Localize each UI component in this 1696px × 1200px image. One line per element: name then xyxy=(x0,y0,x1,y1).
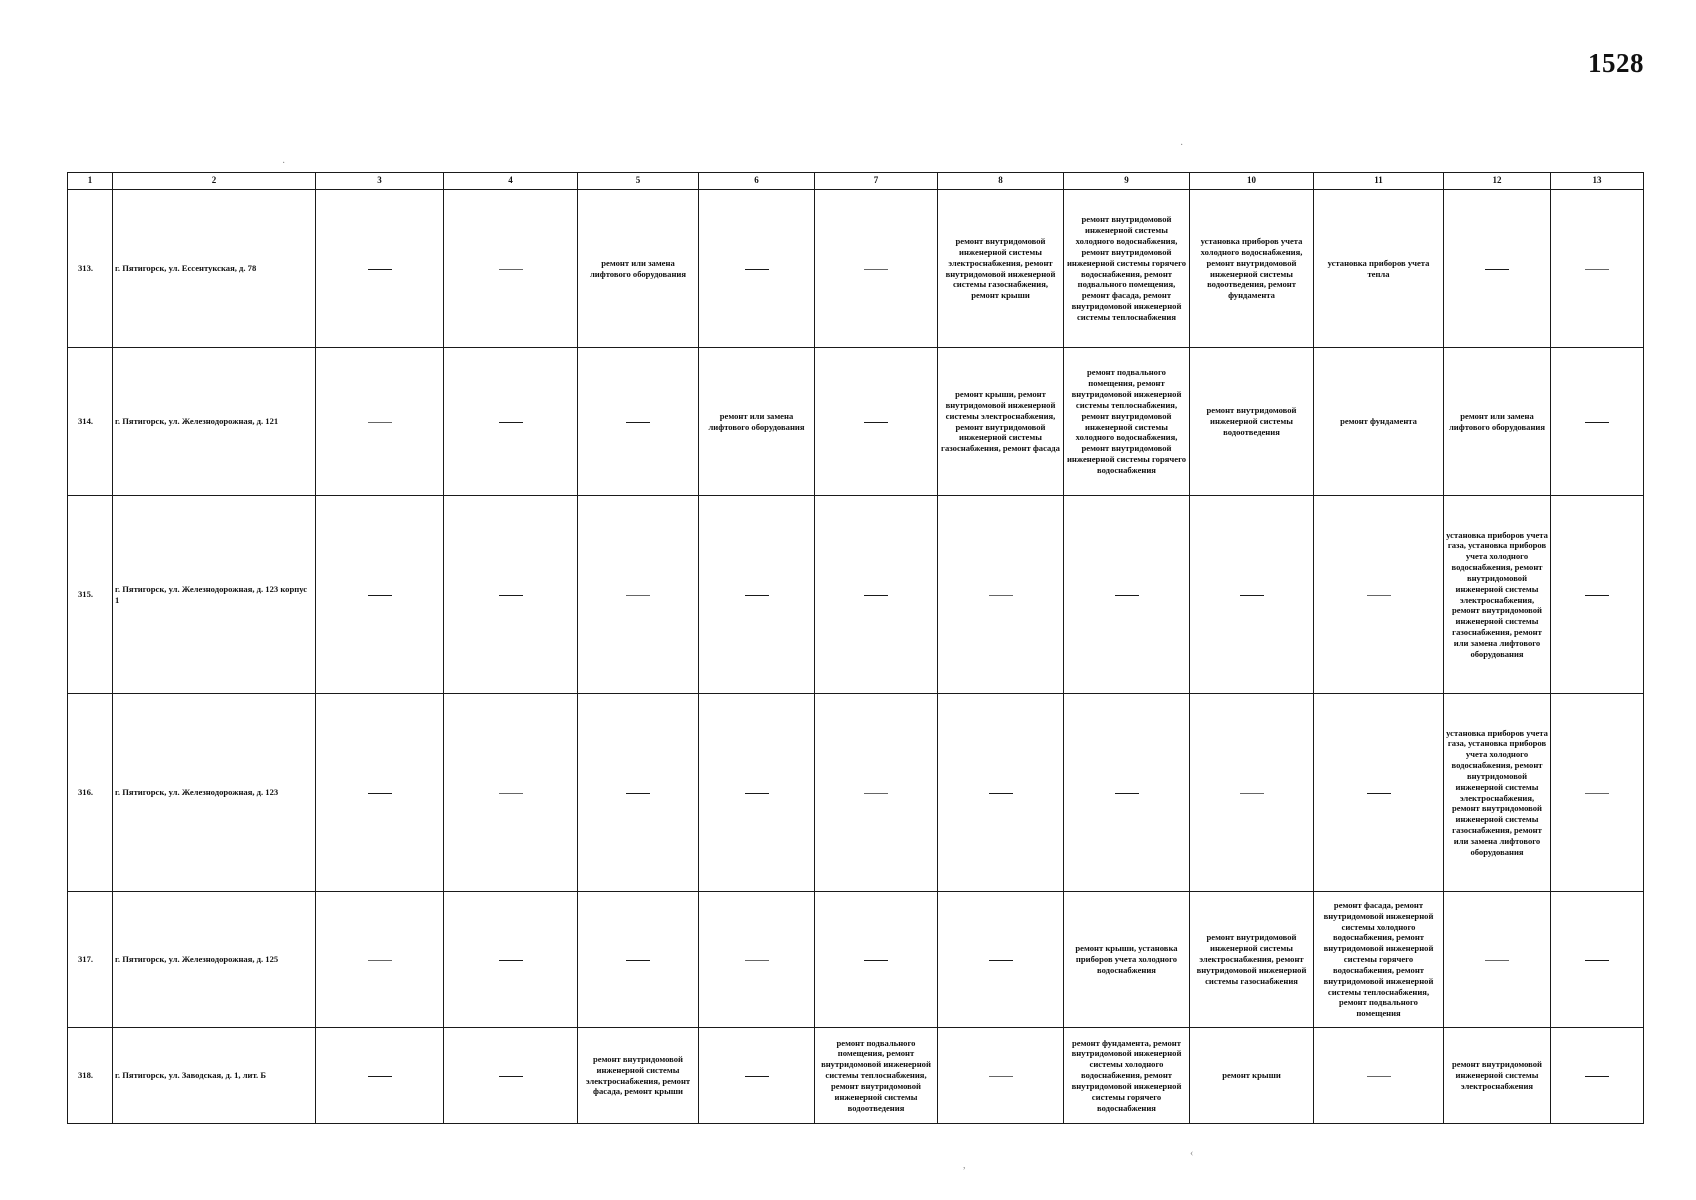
dash-mark xyxy=(626,422,650,423)
dash-mark xyxy=(1585,960,1609,961)
column-number-header: 1 xyxy=(68,173,113,190)
dash-mark xyxy=(626,793,650,794)
work-type-cell: установка приборов учета тепла xyxy=(1314,190,1444,348)
work-type-cell: ремонт крыши, установка приборов учета холодного водоснабжения xyxy=(1064,892,1190,1028)
empty-cell xyxy=(1551,348,1644,496)
empty-cell xyxy=(815,190,938,348)
dash-mark xyxy=(864,269,888,270)
dash-mark xyxy=(745,269,769,270)
column-number-header: 2 xyxy=(113,173,316,190)
empty-cell xyxy=(938,496,1064,694)
dash-mark xyxy=(1240,793,1264,794)
dash-mark xyxy=(1585,422,1609,423)
table-row xyxy=(68,496,1644,694)
work-type-cell: ремонт или замена лифтового оборудования xyxy=(1444,348,1551,496)
empty-cell xyxy=(316,892,444,1028)
work-type-cell: ремонт внутридомовой инженерной системы водоотведения xyxy=(1190,348,1314,496)
column-number-header: 10 xyxy=(1190,173,1314,190)
dash-mark xyxy=(499,960,523,961)
column-number-header: 13 xyxy=(1551,173,1644,190)
empty-cell xyxy=(578,892,699,1028)
empty-cell xyxy=(1314,694,1444,892)
dash-mark xyxy=(368,1076,392,1077)
empty-cell xyxy=(1314,1028,1444,1124)
dash-mark xyxy=(745,793,769,794)
dash-mark xyxy=(1485,269,1509,270)
work-type-cell: ремонт или замена лифтового оборудования xyxy=(699,348,815,496)
empty-cell xyxy=(815,694,938,892)
empty-cell xyxy=(1064,496,1190,694)
work-type-cell: установка приборов учета холодного водоснабжения, ремонт внутридомовой инженерной системы водоотведения, ремонт фундамента xyxy=(1190,190,1314,348)
empty-cell xyxy=(699,1028,815,1124)
dash-mark xyxy=(864,793,888,794)
empty-cell xyxy=(444,190,578,348)
repair-schedule-table xyxy=(67,172,1644,1124)
dash-mark xyxy=(1115,595,1139,596)
work-type-cell: ремонт крыши xyxy=(1190,1028,1314,1124)
work-type-cell: ремонт крыши, ремонт внутридомовой инженерной системы электроснабжения, ремонт внутридомовой инженерной системы газоснабжения, ремонт фасада xyxy=(938,348,1064,496)
work-type-cell: ремонт внутридомовой инженерной системы электроснабжения, ремонт внутридомовой инженерной системы газоснабжения, ремонт крыши xyxy=(938,190,1064,348)
empty-cell xyxy=(316,348,444,496)
dash-mark xyxy=(1585,269,1609,270)
empty-cell xyxy=(1551,1028,1644,1124)
column-number-header: 6 xyxy=(699,173,815,190)
work-type-cell: ремонт внутридомовой инженерной системы электроснабжения xyxy=(1444,1028,1551,1124)
work-type-cell: установка приборов учета газа, установка приборов учета холодного водоснабжения, ремонт внутридомовой инженерной системы электроснабжения, ремонт внутридомовой инженерной системы газоснабжения, ремонт или замена лифтового оборудования xyxy=(1444,496,1551,694)
table-row xyxy=(68,892,1644,1028)
work-type-cell: ремонт фасада, ремонт внутридомовой инженерной системы холодного водоснабжения, ремонт внутридомовой инженерной системы горячего водоснабжения, ремонт внутридомовой инженерной системы теплоснабжения, ремонт подвального помещения xyxy=(1314,892,1444,1028)
row-number-cell: 317. xyxy=(68,892,113,1028)
empty-cell xyxy=(316,190,444,348)
dash-mark xyxy=(864,960,888,961)
empty-cell xyxy=(699,496,815,694)
empty-cell xyxy=(444,694,578,892)
dash-mark xyxy=(864,422,888,423)
table-row xyxy=(68,348,1644,496)
dash-mark xyxy=(626,595,650,596)
empty-cell xyxy=(938,892,1064,1028)
dash-mark xyxy=(499,793,523,794)
empty-cell xyxy=(444,348,578,496)
empty-cell xyxy=(1314,496,1444,694)
work-type-cell: ремонт подвального помещения, ремонт внутридомовой инженерной системы теплоснабжения, ремонт внутридомовой инженерной системы холодного водоснабжения, ремонт внутридомовой инженерной системы горячего водоснабжения xyxy=(1064,348,1190,496)
work-type-cell: ремонт или замена лифтового оборудования xyxy=(578,190,699,348)
column-number-header: 8 xyxy=(938,173,1064,190)
dash-mark xyxy=(1585,1076,1609,1077)
dash-mark xyxy=(989,595,1013,596)
empty-cell xyxy=(444,496,578,694)
dash-mark xyxy=(864,595,888,596)
empty-cell xyxy=(1551,496,1644,694)
table-row xyxy=(68,1028,1644,1124)
empty-cell xyxy=(444,1028,578,1124)
empty-cell xyxy=(699,694,815,892)
address-cell: г. Пятигорск, ул. Железнодорожная, д. 123 корпус 1 xyxy=(113,496,316,694)
empty-cell xyxy=(316,694,444,892)
empty-cell xyxy=(1064,694,1190,892)
dash-mark xyxy=(745,960,769,961)
empty-cell xyxy=(1551,694,1644,892)
address-cell: г. Пятигорск, ул. Заводская, д. 1, лит. Б xyxy=(113,1028,316,1124)
work-type-cell: ремонт фундамента, ремонт внутридомовой инженерной системы холодного водоснабжения, ремонт внутридомовой инженерной системы горячего водоснабжения xyxy=(1064,1028,1190,1124)
row-number-cell: 316. xyxy=(68,694,113,892)
work-type-cell: ремонт фундамента xyxy=(1314,348,1444,496)
dash-mark xyxy=(499,269,523,270)
dash-mark xyxy=(1115,793,1139,794)
empty-cell xyxy=(316,496,444,694)
dash-mark xyxy=(1485,960,1509,961)
empty-cell xyxy=(815,348,938,496)
column-number-header: 3 xyxy=(316,173,444,190)
row-number-cell: 314. xyxy=(68,348,113,496)
row-number-cell: 313. xyxy=(68,190,113,348)
dash-mark xyxy=(1367,595,1391,596)
empty-cell xyxy=(578,694,699,892)
address-cell: г. Пятигорск, ул. Железнодорожная, д. 125 xyxy=(113,892,316,1028)
dash-mark xyxy=(368,595,392,596)
column-number-row xyxy=(68,173,1644,190)
dash-mark xyxy=(368,793,392,794)
column-number-header: 12 xyxy=(1444,173,1551,190)
dash-mark xyxy=(499,422,523,423)
dash-mark xyxy=(499,595,523,596)
dash-mark xyxy=(989,960,1013,961)
empty-cell xyxy=(815,892,938,1028)
table-row xyxy=(68,190,1644,348)
empty-cell xyxy=(938,694,1064,892)
dash-mark xyxy=(989,1076,1013,1077)
dash-mark xyxy=(1585,793,1609,794)
empty-cell xyxy=(1190,496,1314,694)
column-number-header: 9 xyxy=(1064,173,1190,190)
empty-cell xyxy=(938,1028,1064,1124)
empty-cell xyxy=(578,496,699,694)
page-number: 1528 xyxy=(1588,48,1644,78)
dash-mark xyxy=(1367,1076,1391,1077)
empty-cell xyxy=(578,348,699,496)
dash-mark xyxy=(499,1076,523,1077)
column-number-header: 4 xyxy=(444,173,578,190)
dash-mark xyxy=(368,422,392,423)
scan-speck: , xyxy=(963,1160,966,1171)
empty-cell xyxy=(1551,190,1644,348)
dash-mark xyxy=(368,960,392,961)
address-cell: г. Пятигорск, ул. Железнодорожная, д. 121 xyxy=(113,348,316,496)
dash-mark xyxy=(989,793,1013,794)
work-type-cell: ремонт внутридомовой инженерной системы холодного водоснабжения, ремонт внутридомовой инженерной системы горячего водоснабжения, ремонт подвального помещения, ремонт фасада, ремонт внутридомовой инженерной системы теплоснабжения xyxy=(1064,190,1190,348)
empty-cell xyxy=(815,496,938,694)
dash-mark xyxy=(1585,595,1609,596)
column-number-header: 7 xyxy=(815,173,938,190)
column-number-header: 5 xyxy=(578,173,699,190)
table-row xyxy=(68,694,1644,892)
dash-mark xyxy=(626,960,650,961)
dash-mark xyxy=(368,269,392,270)
dash-mark xyxy=(1367,793,1391,794)
address-cell: г. Пятигорск, ул. Железнодорожная, д. 123 xyxy=(113,694,316,892)
empty-cell xyxy=(1444,190,1551,348)
work-type-cell: ремонт внутридомовой инженерной системы электроснабжения, ремонт фасада, ремонт крыши xyxy=(578,1028,699,1124)
work-type-cell: ремонт подвального помещения, ремонт внутридомовой инженерной системы теплоснабжения, ремонт внутридомовой инженерной системы водоотведения xyxy=(815,1028,938,1124)
work-type-cell: ремонт внутридомовой инженерной системы электроснабжения, ремонт внутридомовой инженерной системы газоснабжения xyxy=(1190,892,1314,1028)
empty-cell xyxy=(1551,892,1644,1028)
column-number-header: 11 xyxy=(1314,173,1444,190)
work-type-cell: установка приборов учета газа, установка приборов учета холодного водоснабжения, ремонт внутридомовой инженерной системы электроснабжения, ремонт внутридомовой инженерной системы газоснабжения, ремонт или замена лифтового оборудования xyxy=(1444,694,1551,892)
table-body xyxy=(68,173,1644,1124)
row-number-cell: 318. xyxy=(68,1028,113,1124)
empty-cell xyxy=(699,892,815,1028)
dash-mark xyxy=(745,1076,769,1077)
dash-mark xyxy=(745,595,769,596)
scan-speck: ‹ xyxy=(1190,1148,1194,1159)
empty-cell xyxy=(1444,892,1551,1028)
empty-cell xyxy=(316,1028,444,1124)
address-cell: г. Пятигорск, ул. Ессентукская, д. 78 xyxy=(113,190,316,348)
scan-speck: · xyxy=(282,158,286,169)
row-number-cell: 315. xyxy=(68,496,113,694)
empty-cell xyxy=(444,892,578,1028)
empty-cell xyxy=(1190,694,1314,892)
empty-cell xyxy=(699,190,815,348)
scan-speck: · xyxy=(1180,140,1184,151)
dash-mark xyxy=(1240,595,1264,596)
